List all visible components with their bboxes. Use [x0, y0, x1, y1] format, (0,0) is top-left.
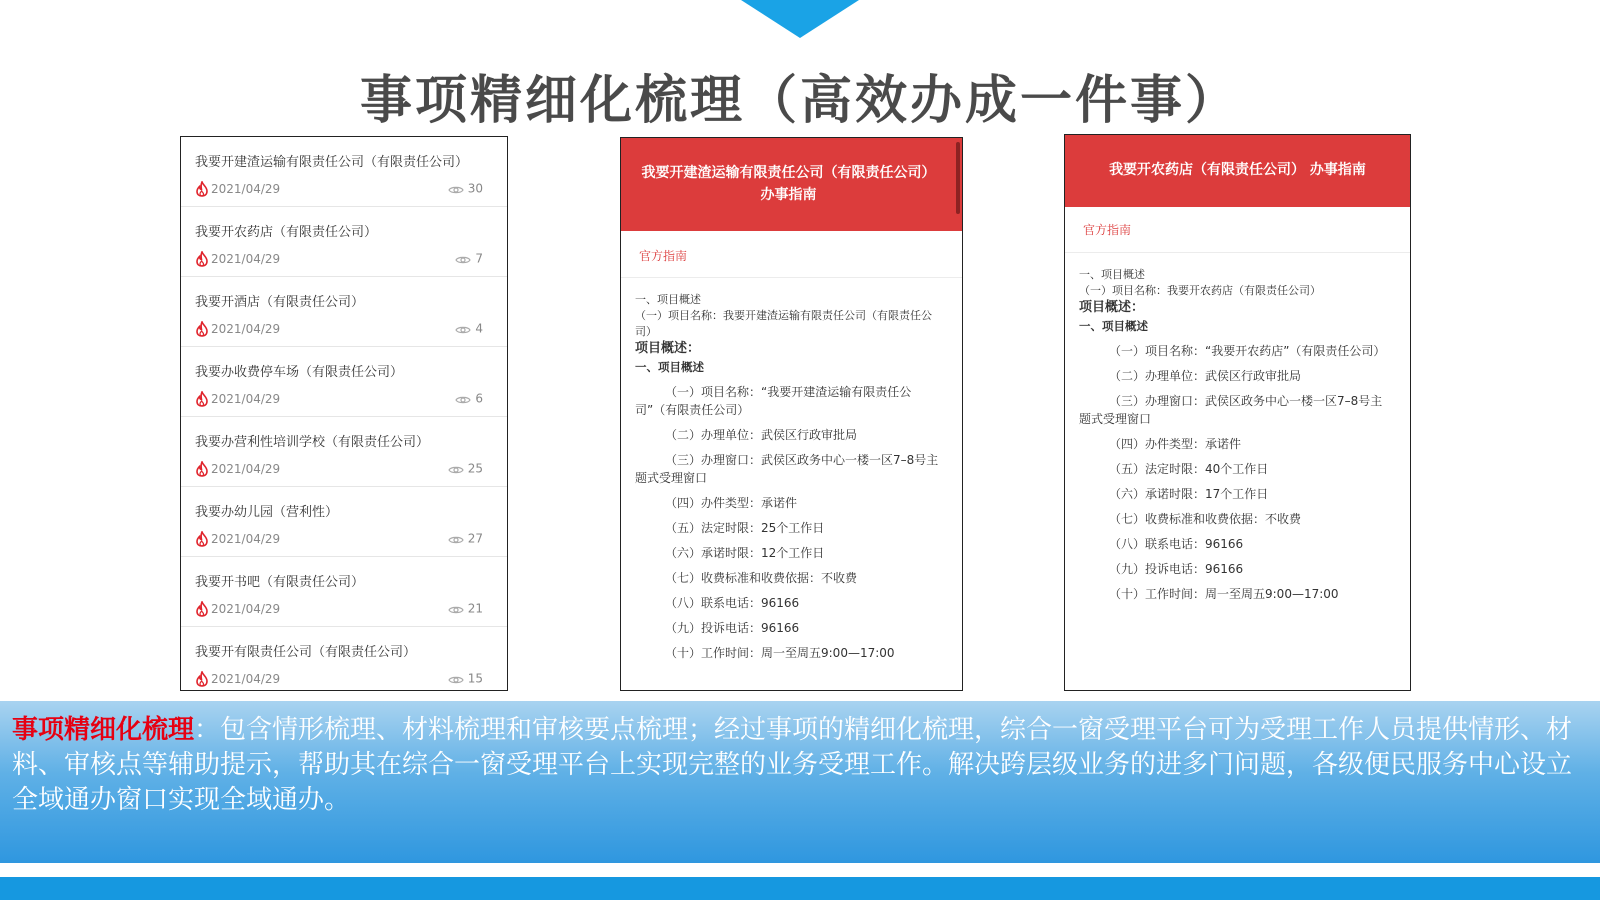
detail-line: （九）投诉电话：96166 [1109, 562, 1244, 576]
detail-list [1079, 342, 1392, 603]
views-count: 4 [475, 321, 483, 336]
list-item-date: 2021/04/29 [211, 182, 281, 196]
list-item-meta [195, 251, 483, 267]
eye-icon [448, 604, 464, 614]
flame-icon [195, 531, 209, 547]
guide-header-line1: 我要开建渣运输有限责任公司（有限责任公司） [641, 165, 936, 181]
list-item-meta [195, 461, 483, 477]
section-heading: 项目概述： [635, 341, 701, 356]
flame-icon [195, 251, 209, 267]
eye-icon [455, 254, 471, 264]
list-item-title: 我要开有限责任公司（有限责任公司） [195, 645, 417, 660]
list-item-date: 2021/04/29 [211, 252, 281, 266]
list-item-views [448, 531, 483, 546]
list-item[interactable] [181, 207, 507, 277]
list-item[interactable] [181, 277, 507, 347]
bottom-bar [0, 877, 1600, 900]
guide-panel-transport [620, 137, 963, 691]
list-item-date: 2021/04/29 [211, 672, 281, 686]
guide-header [621, 138, 962, 231]
list-item-views [448, 601, 483, 616]
flame-icon [195, 601, 209, 617]
page-title: 事项精细化梳理（高效办成一件事） [359, 71, 1240, 131]
flame-icon [195, 391, 209, 407]
views-count: 25 [467, 461, 483, 476]
flame-icon [195, 461, 209, 477]
views-count: 15 [467, 671, 483, 686]
guide-header: 我要开农药店（有限责任公司） 办事指南 [1065, 135, 1410, 207]
detail-line: （六）承诺时限：17个工作日 [1109, 487, 1269, 501]
guide-panel-pesticide [1064, 134, 1411, 691]
detail-line: （三）办理窗口：武侯区政务中心一楼一区7–8号主题式受理窗口 [635, 453, 939, 485]
detail-line: （七）收费标准和收费依据：不收费 [1109, 512, 1302, 526]
detail-line: （五）法定时限：40个工作日 [1109, 462, 1269, 476]
detail-line: （七）收费标准和收费依据：不收费 [665, 571, 858, 585]
info-keyword: 事项精细化梳理 [12, 715, 195, 745]
list-item[interactable] [181, 487, 507, 557]
eye-icon [448, 534, 464, 544]
views-count: 27 [467, 531, 483, 546]
eye-icon [455, 324, 471, 334]
detail-line: （一）项目名称：“我要开建渣运输有限责任公司”（有限责任公司） [635, 385, 912, 417]
list-item-meta [195, 531, 483, 547]
list-item[interactable] [181, 137, 507, 207]
views-count: 6 [475, 391, 483, 406]
list-item-title: 我要办营利性培训学校（有限责任公司） [195, 435, 430, 450]
list-item-date: 2021/04/29 [211, 462, 281, 476]
detail-line: （五）法定时限：25个工作日 [665, 521, 825, 535]
intro-line: （一）项目名称：我要开建渣运输有限责任公司（有限责任公司） [635, 309, 932, 338]
scrollbar[interactable] [956, 142, 960, 214]
list-item-views [448, 181, 483, 196]
detail-line: （九）投诉电话：96166 [665, 621, 800, 635]
views-count: 21 [467, 601, 483, 616]
intro-line: 一、项目概述 [635, 293, 701, 306]
list-item[interactable] [181, 417, 507, 487]
section-subheading: 一、项目概述 [635, 360, 704, 374]
list-item-title: 我要开建渣运输有限责任公司（有限责任公司） [195, 155, 469, 170]
intro-line: （一）项目名称：我要开农药店（有限责任公司） [1079, 284, 1321, 297]
info-body: ：包含情形梳理、材料梳理和审核要点梳理；经过事项的精细化梳理，综合一窗受理平台可为受理工作人员提供情形、材料、审核点等辅助提示，帮助其在综合一窗受理平台上实现完整的业务受理工作。解决跨层级业务的进多门问题，各级便民服务中心设立全域通办窗口实现全域通办。 [12, 715, 1573, 815]
info-text [12, 713, 1586, 818]
flame-icon [195, 181, 209, 197]
guide-body [1065, 253, 1410, 603]
list-item-title: 我要办幼儿园（营利性） [195, 505, 339, 520]
list-item-meta [195, 321, 483, 337]
list-item-date: 2021/04/29 [211, 322, 281, 336]
detail-line: （八）联系电话：96166 [1109, 537, 1244, 551]
detail-line: （八）联系电话：96166 [665, 596, 800, 610]
list-item-title: 我要开书吧（有限责任公司） [195, 575, 365, 590]
intro-line: 一、项目概述 [1079, 268, 1145, 281]
list-item-title: 我要开农药店（有限责任公司） [195, 225, 378, 240]
list-item-meta [195, 671, 483, 687]
matter-list [181, 137, 507, 691]
tab-official-guide[interactable]: 官方指南 [621, 231, 962, 278]
eye-icon [455, 394, 471, 404]
list-item-date: 2021/04/29 [211, 392, 281, 406]
list-item-views [448, 461, 483, 476]
section-heading: 项目概述： [1079, 300, 1145, 315]
tab-official-guide[interactable]: 官方指南 [1065, 207, 1410, 253]
list-item-date: 2021/04/29 [211, 602, 281, 616]
detail-list [635, 383, 944, 662]
detail-line: （四）办件类型：承诺件 [1109, 437, 1242, 451]
guide-body [621, 278, 962, 662]
detail-line: （十）工作时间：周一至周五9:00—17:00 [1109, 587, 1339, 601]
list-item-date: 2021/04/29 [211, 532, 281, 546]
list-item-title: 我要开酒店（有限责任公司） [195, 295, 365, 310]
detail-line: （二）办理单位：武侯区行政审批局 [665, 428, 858, 442]
detail-line: （四）办件类型：承诺件 [665, 496, 798, 510]
info-box [0, 701, 1600, 863]
detail-line: （十）工作时间：周一至周五9:00—17:00 [665, 646, 895, 660]
detail-line: （三）办理窗口：武侯区政务中心一楼一区7–8号主题式受理窗口 [1079, 394, 1383, 426]
matter-list-panel [180, 136, 508, 691]
detail-line: （六）承诺时限：12个工作日 [665, 546, 825, 560]
eye-icon [448, 184, 464, 194]
views-count: 30 [467, 181, 483, 196]
top-chevron-decoration [741, 0, 859, 38]
list-item-meta [195, 391, 483, 407]
flame-icon [195, 321, 209, 337]
list-item-views [455, 251, 483, 266]
flame-icon [195, 671, 209, 687]
list-item-meta [195, 601, 483, 617]
list-item-title: 我要办收费停车场（有限责任公司） [195, 365, 404, 380]
list-item-meta [195, 181, 483, 197]
detail-line: （二）办理单位：武侯区行政审批局 [1109, 369, 1302, 383]
list-item[interactable] [181, 557, 507, 627]
eye-icon [448, 464, 464, 474]
list-item-views [448, 671, 483, 686]
list-item[interactable] [181, 627, 507, 691]
eye-icon [448, 674, 464, 684]
detail-line: （一）项目名称：“我要开农药店”（有限责任公司） [1109, 344, 1386, 358]
list-item-views [455, 321, 483, 336]
guide-header-line2: 办事指南 [760, 187, 817, 203]
views-count: 7 [475, 251, 483, 266]
section-subheading: 一、项目概述 [1079, 319, 1148, 333]
list-item-views [455, 391, 483, 406]
list-item[interactable] [181, 347, 507, 417]
